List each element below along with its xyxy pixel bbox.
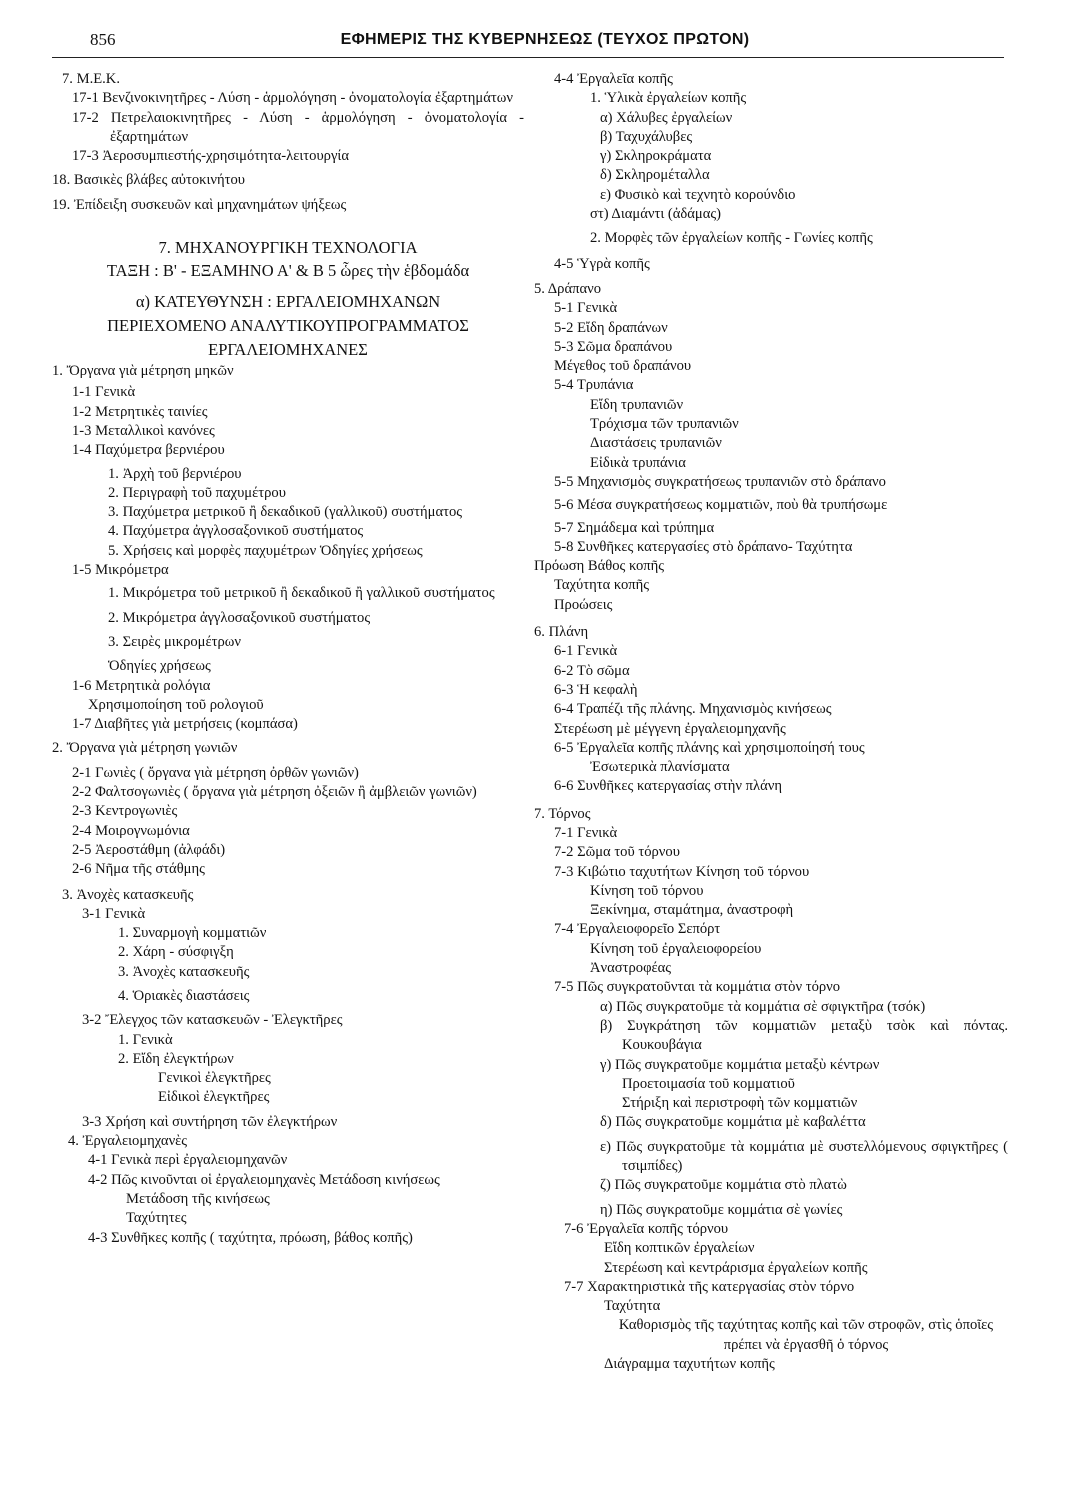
list-item: Στήριξη καὶ περιστροφὴ τῶν κομματιῶν xyxy=(622,1095,858,1112)
list-item: 2. Ὄργανα γιὰ μέτρηση γωνιῶν xyxy=(52,740,238,757)
list-item: η) Πῶς συγκρατοῦμε κομμάτια σὲ γωνίες xyxy=(600,1201,843,1218)
list-item: 7-3 Κιβώτιο ταχυτήτων Κίνηση τοῦ τόρνου xyxy=(554,863,810,880)
list-item: Στερέωση καὶ κεντράρισμα ἐργαλείων κοπῆς xyxy=(604,1259,868,1276)
list-item: 6-2 Τὸ σῶμα xyxy=(554,662,630,679)
list-item: 17-3 Ἀεροσυμπιεστής-χρησιμότητα-λειτουργία xyxy=(72,148,349,165)
list-item: 7-5 Πῶς συγκρατοῦνται τὰ κομμάτια στὸν τόρνο xyxy=(554,979,841,996)
list-item: 1. Ὑλικὰ ἐργαλείων κοπῆς xyxy=(590,90,747,107)
list-item: 6-6 Συνθῆκες κατεργασίας στὴν πλάνη xyxy=(554,778,782,795)
list-item: α) Πῶς συγκρατοῦμε τὰ κομμάτια σὲ σφιγκτῆρα (τσόκ) xyxy=(600,998,926,1015)
list-item: Τρόχισμα τῶν τρυπανιῶν xyxy=(590,416,739,433)
list-item: 2-1 Γωνιὲς ( ὄργανα γιὰ μέτρηση ὀρθῶν γωνιῶν) xyxy=(72,764,359,781)
list-item: 5-3 Σῶμα δραπάνου xyxy=(554,338,673,355)
list-item: 1. Ἀρχὴ τοῦ βερνιέρου xyxy=(108,465,242,482)
list-item: 1-2 Μετρητικὲς ταινίες xyxy=(72,403,208,420)
list-item: ε) Φυσικὸ καὶ τεχνητὸ κορούνδιο xyxy=(600,186,796,203)
list-item: 7-4 Ἐργαλειοφορεῖο Σεπόρτ xyxy=(554,921,721,938)
list-item: ε) Πῶς συγκρατοῦμε τὰ κομμάτια μὲ συστελλόμενους σφιγκτῆρες ( τσιμπίδες) xyxy=(600,1138,1008,1175)
list-item: 18. Βασικὲς βλάβες αὐτοκινήτου xyxy=(52,172,246,189)
subject-heading: ΕΡΓΑΛΕΙΟΜΗΧΑΝΕΣ xyxy=(208,340,368,360)
list-item: Στερέωση μὲ μέγγενη ἐργαλειομηχανῆς xyxy=(554,720,786,737)
list-item: 4. Ὁριακὲς διαστάσεις xyxy=(118,987,250,1004)
list-item: 5-8 Συνθῆκες κατεργασίες στὸ δράπανο- Ταχύτητα xyxy=(554,538,853,555)
header-rule xyxy=(52,57,1004,58)
list-item: 1-6 Μετρητικὰ ρολόγια xyxy=(72,677,211,694)
list-item: 5-7 Σημάδεμα καὶ τρύπημα xyxy=(554,519,715,536)
list-item: στ) Διαμάντι (ἀδάμας) xyxy=(590,206,722,223)
list-item: 7. Τόρνος xyxy=(534,805,591,822)
list-item: 6. Πλάνη xyxy=(534,624,589,641)
list-item: Διαστάσεις τρυπανιῶν xyxy=(590,435,722,452)
list-item: Εἴδη κοπτικῶν ἐργαλείων xyxy=(604,1240,755,1257)
list-item: Ταχύτητα xyxy=(604,1298,661,1315)
list-item: 3. Ἀνοχὲς κατασκευῆς xyxy=(62,886,194,903)
page-number: 856 xyxy=(90,30,116,49)
list-item: 5-5 Μηχανισμὸς συγκρατήσεως τρυπανιῶν στὸ δράπανο xyxy=(554,473,886,490)
direction-heading: α) ΚΑΤΕΥΘΥΝΣΗ : ΕΡΓΑΛΕΙΟΜΗΧΑΝΩΝ xyxy=(135,292,441,312)
list-item: 2. Μορφὲς τῶν ἐργαλείων κοπῆς - Γωνίες κοπῆς xyxy=(590,230,873,247)
list-item: Ταχύτητες xyxy=(126,1210,187,1227)
list-item: 7-7 Χαρακτηριστικὰ τῆς κατεργασίας στὸν τόρνο xyxy=(564,1278,855,1295)
list-item: 4. Ἐργαλειομηχανὲς xyxy=(68,1133,188,1150)
class-semester-line: ΤΑΞΗ : Β' - ΕΞΑΜΗΝΟ Α' & Β 5 ὧρες τὴν ἑβδομάδα xyxy=(106,261,470,281)
list-item: 1-5 Μικρόμετρα xyxy=(72,562,169,579)
list-item: Χρησιμοποίηση τοῦ ρολογιοῦ xyxy=(88,696,264,713)
list-item: 1. Συναρμογὴ κομματιῶν xyxy=(118,925,267,942)
list-item: 1-4 Παχύμετρα βερνιέρου xyxy=(72,442,225,459)
list-item: 2-5 Ἀεροστάθμη (ἀλφάδι) xyxy=(72,841,226,858)
list-item: 5-2 Εἴδη δραπάνων xyxy=(554,319,668,336)
list-item: Μετάδοση τῆς κινήσεως xyxy=(126,1190,270,1207)
section-title: 7. ΜΗΧΑΝΟΥΡΓΙΚΗ ΤΕΧΝΟΛΟΓΙΑ xyxy=(158,238,418,258)
list-item: 3-3 Χρήση καὶ συντήρηση τῶν ἐλεγκτήρων xyxy=(82,1113,338,1130)
list-item: 1. Ὄργανα γιὰ μέτρηση μηκῶν xyxy=(52,363,234,380)
list-item: α) Χάλυβες ἐργαλείων xyxy=(600,109,733,126)
list-item: Ἐσωτερικὰ πλανίσματα xyxy=(590,759,730,776)
list-item: 6-1 Γενικὰ xyxy=(554,643,618,660)
list-item: 3-1 Γενικὰ xyxy=(82,905,146,922)
list-item: Κίνηση τοῦ τόρνου xyxy=(590,882,704,899)
list-item: 2. Μικρόμετρα ἀγγλοσαξονικοῦ συστήματος xyxy=(108,609,371,626)
list-item: 2-2 Φαλτσογωνιὲς ( ὄργανα γιὰ μέτρηση ὀξειῶν ἢ ἀμβλειῶν γωνιῶν) xyxy=(72,784,477,801)
list-item: γ) Σκληροκράματα xyxy=(600,148,712,165)
list-item: 5-1 Γενικὰ xyxy=(554,300,618,317)
list-item: Εἰδικὰ τρυπάνια xyxy=(590,454,686,471)
list-item: β) Ταχυχάλυβες xyxy=(600,128,693,145)
list-item: 5. Χρήσεις καὶ μορφὲς παχυμέτρων Ὁδηγίες χρήσεως xyxy=(108,542,423,559)
list-item: 5-4 Τρυπάνια xyxy=(554,377,634,394)
list-item: 1. Μικρόμετρα τοῦ μετρικοῦ ἢ δεκαδικοῦ ἢ γαλλικοῦ συστήματος xyxy=(108,585,495,602)
list-item: δ) Σκληρομέταλλα xyxy=(600,167,710,184)
list-item: 4-5 Ὑγρὰ κοπῆς xyxy=(554,255,650,272)
page-header xyxy=(90,30,1000,52)
list-item: Πρόωση Βάθος κοπῆς xyxy=(534,558,665,575)
list-item: 1-1 Γενικὰ xyxy=(72,384,136,401)
gazette-title: ΕΦΗΜΕΡΙΣ ΤΗΣ ΚΥΒΕΡΝΗΣΕΩΣ (ΤΕΥΧΟΣ ΠΡΩΤΟΝ) xyxy=(340,31,750,48)
list-item: 6-5 Ἐργαλεῖα κοπῆς πλάνης καὶ χρησιμοποίησή τους xyxy=(554,739,865,756)
list-item: 2-3 Κεντρογωνιὲς xyxy=(72,803,178,820)
list-item: 5-6 Μέσα συγκρατήσεως κομματιῶν, ποὺ θὰ τρυπήσωμε xyxy=(554,497,888,514)
list-item: 1-3 Μεταλλικοὶ κανόνες xyxy=(72,422,215,439)
list-item: Καθορισμὸς τῆς ταχύτητας κοπῆς καὶ τῶν στροφῶν, στὶς ὁποῖες πρέπει νὰ ἐργασθῆ ὁ τόρνος xyxy=(618,1317,994,1353)
list-item: δ) Πῶς συγκρατοῦμε κομμάτια μὲ καβαλέττα xyxy=(600,1114,866,1131)
right-column xyxy=(534,70,1008,1374)
list-item: Ὁδηγίες χρήσεως xyxy=(108,658,211,675)
list-item: ζ) Πῶς συγκρατοῦμε κομμάτια στὸ πλατὼ xyxy=(600,1177,847,1194)
list-item: 7-6 Ἐργαλεῖα κοπῆς τόρνου xyxy=(564,1220,729,1237)
list-item: 2-6 Νῆμα τῆς στάθμης xyxy=(72,861,205,878)
section-heading: 7. Μ.Ε.Κ. xyxy=(62,71,120,87)
list-item: Ξεκίνημα, σταμάτημα, ἀναστροφὴ xyxy=(590,902,794,919)
list-item: 4-2 Πῶς κινοῦνται οἱ ἐργαλειομηχανὲς Μετάδοση κινήσεως xyxy=(88,1171,440,1188)
list-item: 3. Παχύμετρα μετρικοῦ ἢ δεκαδικοῦ (γαλλικοῦ) συστήματος xyxy=(108,504,463,521)
list-item: Εἴδη τρυπανιῶν xyxy=(590,396,684,413)
list-item: Διάγραμμα ταχυτήτων κοπῆς xyxy=(604,1356,775,1372)
list-item: 5. Δράπανο xyxy=(534,280,602,297)
list-item: 7-1 Γενικὰ xyxy=(554,824,618,841)
list-item: Προώσεις xyxy=(554,596,613,613)
list-item: 19. Ἐπίδειξη συσκευῶν καὶ μηχανημάτων ψήξεως xyxy=(52,196,347,213)
list-item: 6-3 Ἡ κεφαλὴ xyxy=(554,681,638,698)
list-item: 2. Εἴδη ἐλεγκτήρων xyxy=(118,1050,234,1067)
list-item: Ταχύτητα κοπῆς xyxy=(554,577,650,594)
list-item: Ἀναστροφέας xyxy=(590,960,672,977)
list-item: 2-4 Μοιρογνωμόνια xyxy=(72,822,190,839)
list-item: 4-1 Γενικὰ περὶ ἐργαλειομηχανῶν xyxy=(88,1152,288,1169)
list-item: Προετοιμασία τοῦ κομματιοῦ xyxy=(622,1075,795,1092)
list-item: 3. Ἀνοχὲς κατασκευῆς xyxy=(118,963,250,980)
list-item: 1-7 Διαβῆτες γιὰ μετρήσεις (κομπάσα) xyxy=(72,716,298,733)
list-item: 3-2 Ἔλεγχος τῶν κατασκευῶν - Ἐλεγκτῆρες xyxy=(82,1012,343,1029)
left-column xyxy=(52,70,524,1248)
list-item: 7-2 Σῶμα τοῦ τόρνου xyxy=(554,844,680,861)
list-item: 6-4 Τραπέζι τῆς πλάνης. Μηχανισμὸς κινήσεως xyxy=(554,701,832,718)
list-item: 2. Περιγραφὴ τοῦ παχυμέτρου xyxy=(108,484,286,501)
list-item: Κίνηση τοῦ ἐργαλειοφορείου xyxy=(590,940,762,957)
content-heading: ΠΕΡΙΕΧΟΜΕΝΟ ΑΝΑΛΥΤΙΚΟΥΠΡΟΓΡΑΜΜΑΤΟΣ xyxy=(107,316,469,336)
list-item: 2. Χάρη - σύσφιγξη xyxy=(118,944,234,961)
list-item: 17-2 Πετρελαιοκινητῆρες - Λύση - ἁρμολόγηση - ὀνοματολογία - ἐξαρτημάτων xyxy=(72,109,524,145)
list-item: 17-1 Βενζινοκινητῆρες - Λύση - ἁρμολόγηση - ὀνοματολογία ἐξαρτημάτων xyxy=(72,90,513,107)
list-item: 4-3 Συνθῆκες κοπῆς ( ταχύτητα, πρόωση, βάθος κοπῆς) xyxy=(88,1229,413,1246)
list-item: 4-4 Ἐργαλεῖα κοπῆς xyxy=(554,71,673,87)
list-item: 1. Γενικὰ xyxy=(118,1031,173,1048)
list-item: 3. Σειρὲς μικρομέτρων xyxy=(108,633,241,650)
list-item: Γενικοὶ ἐλεγκτῆρες xyxy=(158,1070,271,1087)
list-item: Μέγεθος τοῦ δραπάνου xyxy=(554,358,692,375)
list-item: 4. Παχύμετρα ἀγγλοσαξονικοῦ συστήματος xyxy=(108,523,364,540)
list-item: Εἰδικοὶ ἐλεγκτῆρες xyxy=(158,1089,270,1106)
list-item: β) Συγκράτηση τῶν κομματιῶν μεταξὺ τσὸκ καὶ πόντας. Κουκουβάγια xyxy=(600,1017,1008,1054)
list-item: γ) Πῶς συγκρατοῦμε κομμάτια μεταξὺ κέντρων xyxy=(600,1056,880,1073)
